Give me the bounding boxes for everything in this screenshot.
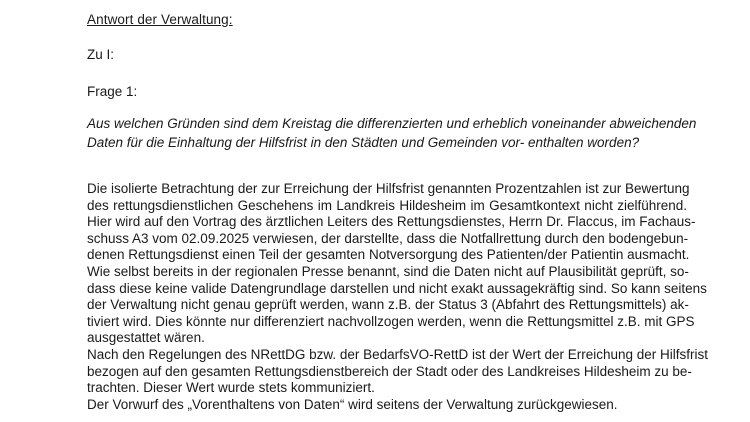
answer-line: ausgestattet wären. (87, 330, 205, 346)
question-label: Frage 1: (87, 84, 138, 99)
answer-line: tiviert wird. Dies könnte nur differenziert nachvollzogen werden, wenn die Rettungsmittel z.B. mit GPS (87, 313, 695, 329)
section-label: Zu I: (87, 47, 115, 62)
answer-line: Der Vorwurf des „Vorenthaltens von Daten“ wird seitens der Verwaltung zurückgewiesen. (87, 396, 618, 412)
answer-line: denen Rettungsdienst einen Teil der gesamten Notversorgung des Patienten/der Patientin ausmacht. (87, 247, 690, 263)
answer-line: Nach den Regelungen des NRettDG bzw. der BedarfsVO-RettD ist der Wert der Erreichung der Hilfsfrist (87, 346, 709, 362)
answer-text (87, 181, 709, 413)
answer-line: schuss A3 vom 02.09.2025 verwiesen, der darstellte, dass die Notfallrettung durch den bodengebun- (87, 230, 689, 246)
answer-line: dass diese keine valide Datengrundlage darstellen und nicht exakt aussagekräftig sind. So kann seitens (87, 280, 707, 296)
question-line: Aus welchen Gründen sind dem Kreistag die differenzierten und erheblich voneinander abweichenden (87, 116, 697, 131)
question-text (87, 114, 697, 152)
answer-line: trachten. Dieser Wert wurde stets kommuniziert. (87, 380, 375, 396)
answer-line: Wie selbst bereits in der regionalen Presse benannt, sind die Daten nicht auf Plausibilität geprüft, so- (87, 263, 689, 279)
answer-line: bezogen auf den gesamten Rettungsdienstbereich der Stadt oder des Landkreises Hildesheim zu be- (87, 363, 692, 379)
answer-line: der Verwaltung nicht genau geprüft werden, wann z.B. der Status 3 (Abfahrt des Rettungsmittels) ak- (87, 297, 689, 313)
answer-line: des rettungsdienstlichen Geschehens im Landkreis Hildesheim im Gesamtkontext nicht zielführend. (87, 197, 687, 213)
answer-line: Die isolierte Betrachtung der zur Erreichung der Hilfsfrist genannten Prozentzahlen ist zur Bewertung (87, 181, 690, 196)
question-line: Daten für die Einhaltung der Hilfsfrist in den Städten und Gemeinden vor- enthalten worden? (87, 135, 640, 150)
answer-heading: Antwort der Verwaltung: (87, 12, 233, 27)
answer-line: Hier wird auf den Vortrag des ärztlichen Leiters des Rettungsdienstes, Herrn Dr. Flaccus, im Fachaus- (87, 214, 696, 230)
